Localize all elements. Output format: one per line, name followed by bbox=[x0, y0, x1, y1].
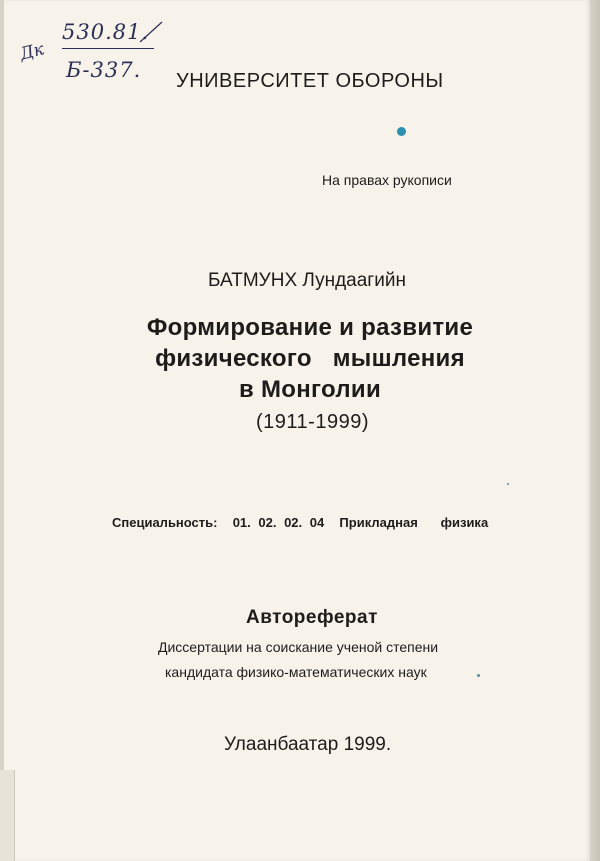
title-line-2: физического мышления bbox=[155, 345, 465, 372]
stamp-class-number: 530.81. bbox=[62, 20, 150, 44]
title-line-1: Формирование и развитие bbox=[146, 314, 474, 341]
blue-mark bbox=[397, 127, 406, 136]
binding-strip bbox=[0, 770, 15, 861]
stamp-underline bbox=[62, 48, 154, 49]
stamp-strike-mark bbox=[136, 20, 166, 44]
blue-speck bbox=[477, 674, 480, 677]
library-stamp bbox=[18, 14, 168, 84]
title-line-3: в Монголии bbox=[238, 376, 382, 403]
abstract-line-2: кандидата физико-математических наук bbox=[165, 664, 427, 680]
blue-speck bbox=[507, 483, 509, 485]
university-name: УНИВЕРСИТЕТ ОБОРОНЫ bbox=[176, 70, 444, 92]
manuscript-note: На правах рукописи bbox=[322, 172, 452, 188]
stamp-prefix: Дк bbox=[17, 39, 47, 65]
stamp-author-code: Б-337. bbox=[66, 58, 142, 82]
abstract-heading: Автореферат bbox=[246, 607, 378, 628]
specialty-line: Специальность: 01. 02. 02. 04 Прикладная физика bbox=[112, 515, 489, 530]
city-year: Улаанбаатар 1999. bbox=[224, 734, 392, 755]
title-years: (1911-1999) bbox=[256, 411, 369, 433]
abstract-line-1: Диссертации на соискание ученой степени bbox=[158, 639, 439, 655]
page-edge bbox=[590, 0, 600, 861]
author-name: БАТМУНХ Лундаагийн bbox=[208, 270, 406, 291]
dissertation-title bbox=[120, 312, 500, 405]
